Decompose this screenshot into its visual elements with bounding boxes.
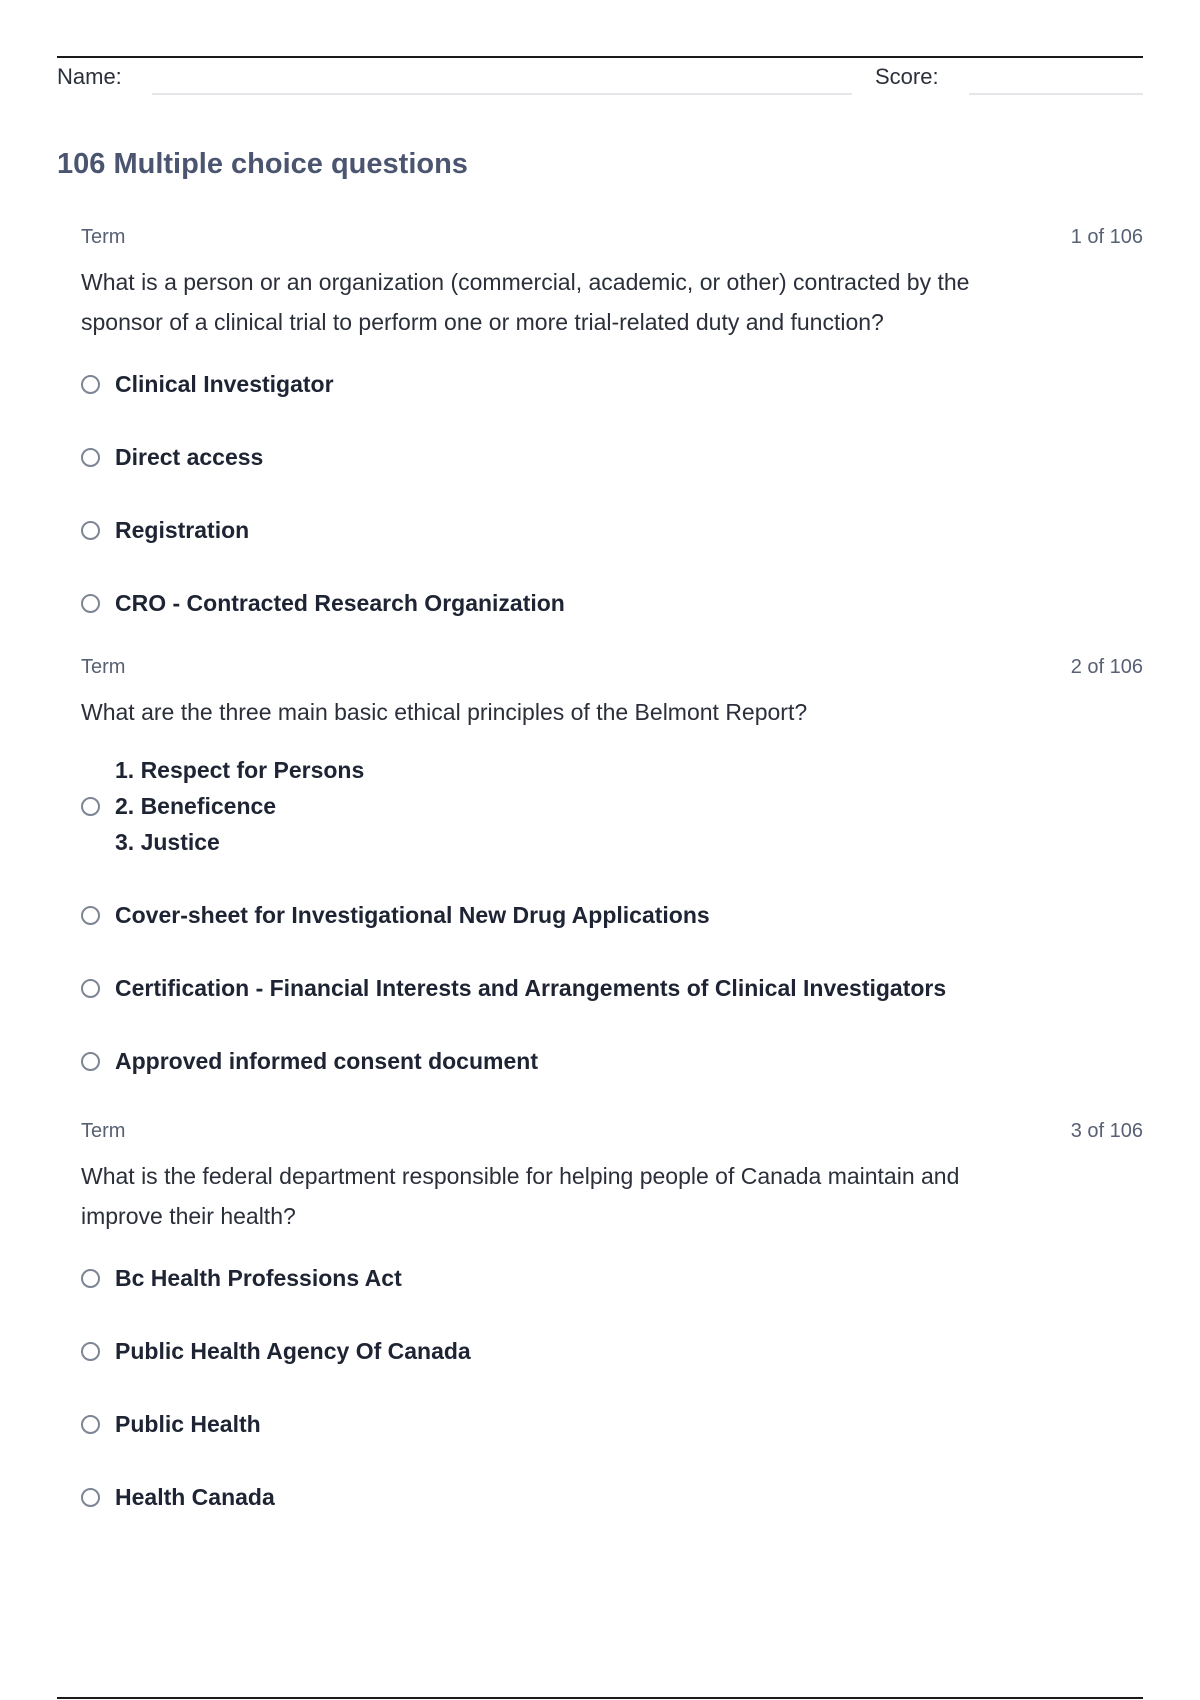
answer-option-label: Registration <box>115 516 250 543</box>
answer-option[interactable] <box>81 1479 1143 1515</box>
answer-option-label: Direct access <box>115 443 264 470</box>
answer-option-label: Certification - Financial Interests and Arrangements of Clinical Investigators <box>115 974 947 1001</box>
answer-option[interactable] <box>81 366 1143 402</box>
radio-button-icon[interactable] <box>81 1488 100 1507</box>
answer-option-label: Public Health Agency Of Canada <box>115 1337 471 1364</box>
answer-option-label: Health Canada <box>115 1483 275 1510</box>
answer-option[interactable] <box>81 897 1143 933</box>
answer-option-line: 2. Beneficence <box>115 793 277 819</box>
term-label: Term <box>81 226 126 248</box>
radio-button-icon[interactable] <box>81 448 100 467</box>
answer-options <box>81 366 1143 621</box>
answer-option[interactable] <box>81 512 1143 548</box>
answer-option[interactable] <box>81 1260 1143 1296</box>
answer-option-label <box>115 752 364 860</box>
question-prompt: What is the federal department responsible for helping people of Canada maintain and improve their health? <box>81 1163 960 1229</box>
question-meta <box>81 656 1143 684</box>
bottom-divider <box>57 1697 1143 1699</box>
answer-option[interactable] <box>81 1043 1143 1079</box>
radio-button-icon[interactable] <box>81 1415 100 1434</box>
term-label: Term <box>81 1120 126 1142</box>
question-meta <box>81 1120 1143 1148</box>
question-card <box>81 1120 1143 1515</box>
question-meta <box>81 226 1143 254</box>
question-counter: 3 of 106 <box>1070 1120 1143 1142</box>
answer-option[interactable] <box>81 439 1143 475</box>
answer-option-label: Public Health <box>115 1410 261 1437</box>
radio-button-icon[interactable] <box>81 594 100 613</box>
answer-option-label: Bc Health Professions Act <box>115 1264 402 1291</box>
score-input-line[interactable] <box>969 93 1143 95</box>
question-counter: 2 of 106 <box>1070 656 1143 678</box>
name-label: Name: <box>57 64 122 89</box>
radio-button-icon[interactable] <box>81 797 100 816</box>
header-row <box>57 62 1143 98</box>
radio-button-icon[interactable] <box>81 521 100 540</box>
answer-options <box>81 1260 1143 1515</box>
top-divider <box>57 56 1143 58</box>
answer-option[interactable] <box>81 1406 1143 1442</box>
question-card <box>81 226 1143 621</box>
answer-option-label: CRO - Contracted Research Organization <box>115 589 565 616</box>
score-label: Score: <box>875 64 939 89</box>
answer-option[interactable] <box>81 1333 1143 1369</box>
answer-option-label: Clinical Investigator <box>115 370 334 397</box>
radio-button-icon[interactable] <box>81 375 100 394</box>
answer-option-line: 1. Respect for Persons <box>115 757 365 783</box>
name-input-line[interactable] <box>152 93 852 95</box>
answer-option-label: Cover-sheet for Investigational New Drug Applications <box>115 901 710 928</box>
question-prompt: What is a person or an organization (commercial, academic, or other) contracted by the sponsor of a clinical trial to perform one or more trial-related duty and function? <box>81 269 970 335</box>
answer-options <box>81 752 1143 1079</box>
question-card <box>81 656 1143 1079</box>
radio-button-icon[interactable] <box>81 906 100 925</box>
question-prompt: What are the three main basic ethical principles of the Belmont Report? <box>81 699 808 725</box>
page-title: 106 Multiple choice questions <box>57 148 468 180</box>
answer-option[interactable] <box>81 970 1143 1006</box>
term-label: Term <box>81 656 126 678</box>
answer-option[interactable] <box>81 585 1143 621</box>
answer-option-label: Approved informed consent document <box>115 1047 538 1074</box>
answer-option-line: 3. Justice <box>115 829 220 855</box>
radio-button-icon[interactable] <box>81 1342 100 1361</box>
answer-option[interactable] <box>81 752 1143 860</box>
radio-button-icon[interactable] <box>81 1269 100 1288</box>
question-counter: 1 of 106 <box>1070 226 1143 248</box>
radio-button-icon[interactable] <box>81 979 100 998</box>
radio-button-icon[interactable] <box>81 1052 100 1071</box>
